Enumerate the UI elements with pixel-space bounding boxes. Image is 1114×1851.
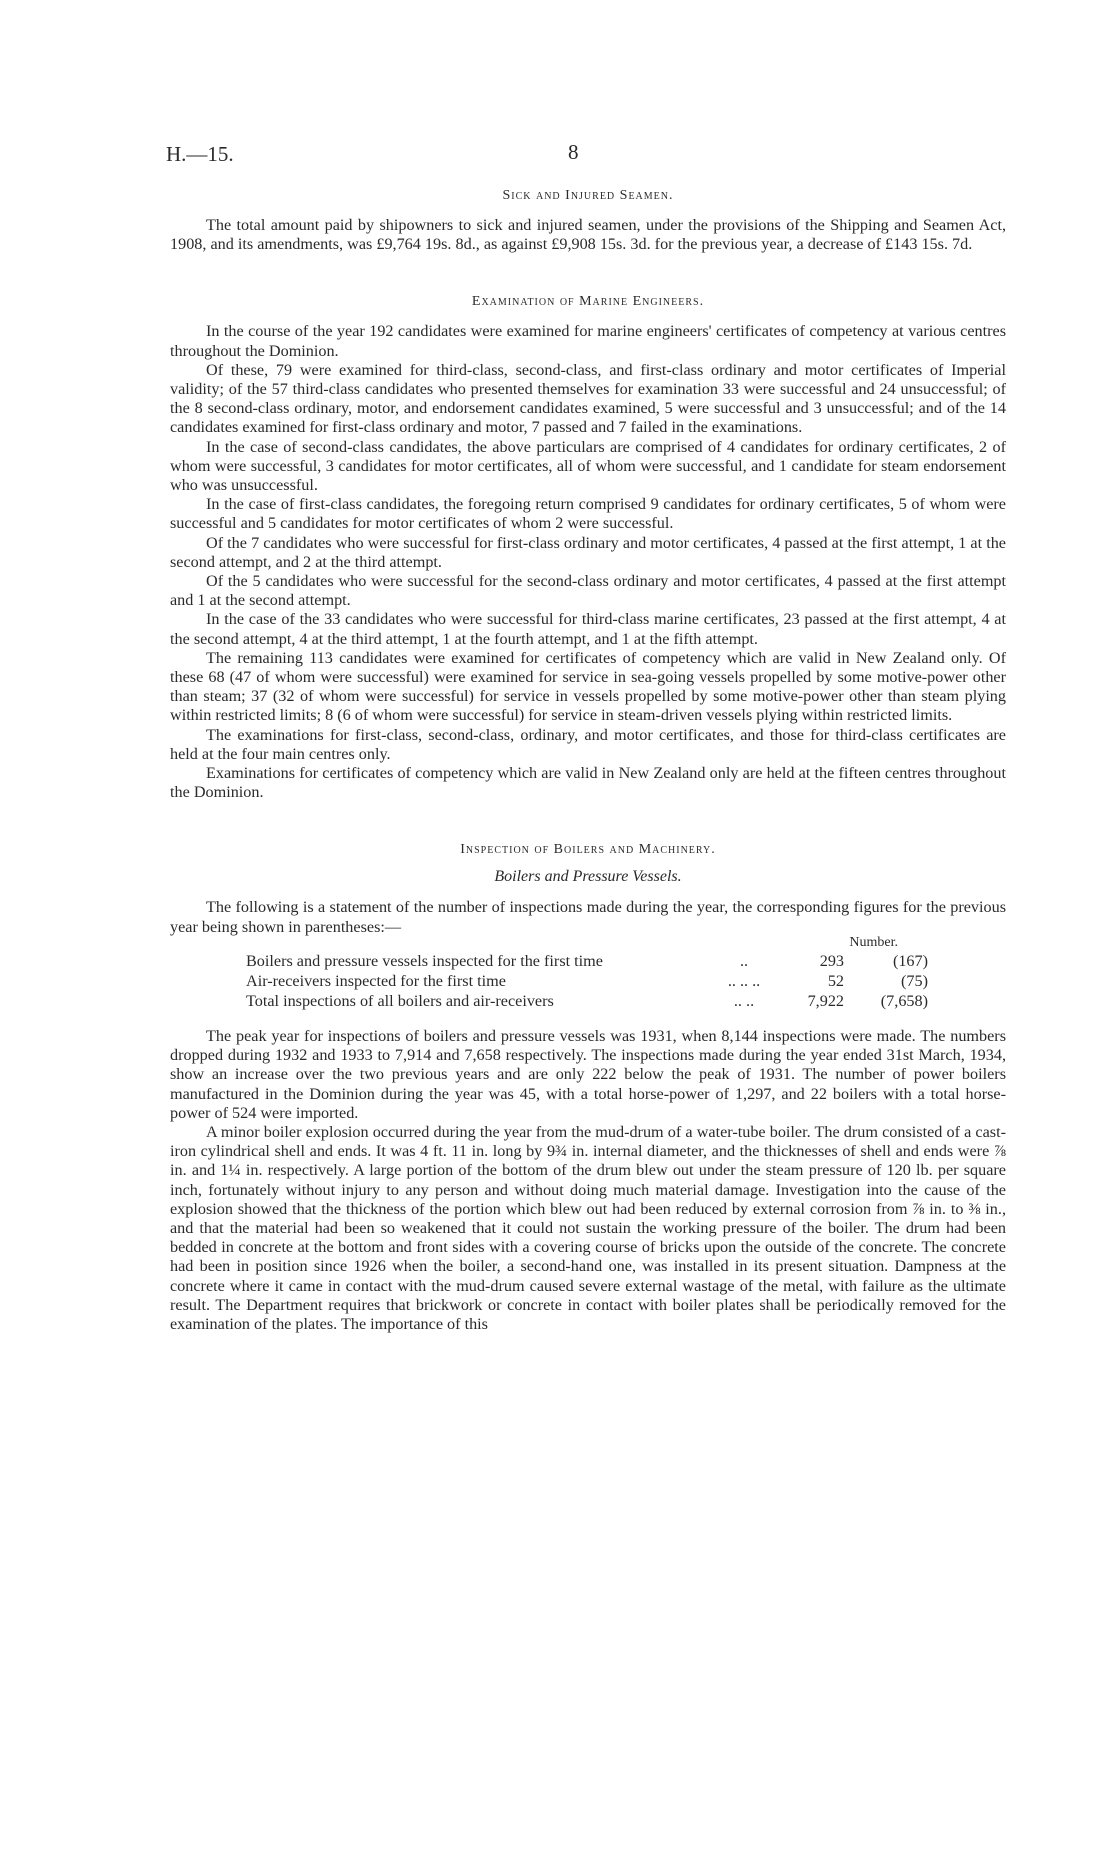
paragraph: A minor boiler explosion occurred during the year from the mud-drum of a water-tube boiler. The drum consisted of a cast-iron cylindrical shell and ends. It was 4 ft. 11 in. long by 9¾ in. internal diameter, and the thicknesses of shell and ends were ⅞ in. and 1¼ in. respectively. A large portion of the bottom of the drum blew out under the steam pressure of 120 lb. per square inch, fortunately without injury to any person and without doing much material damage. Investigation into the cause of the explosion showed that the thickness of the portion which blew out had been reduced by external corrosion from ⅞ in. to ⅜ in., and that the material had been so weakened that it could not sustain the working pressure of the boiler. The drum had been bedded in concrete at the bottom and front sides with a covering course of bricks upon the outside of the concrete. The concrete had been in position since 1926 when the boiler, a second-hand one, was installed in its present situation. Dampness at the concrete where it came in contact with the mud-drum caused severe external wastage of the metal, with failure as the ultimate result. The Department requires that brickwork or concrete in contact with boiler plates shall be periodically removed for the examination of the plates. The importance of this: [170, 1122, 1006, 1333]
subsection-title-pressure-vessels: Boilers and Pressure Vessels.: [494, 868, 682, 886]
leader-dots: .. .. ..: [727, 971, 761, 990]
page-number: 8: [568, 140, 579, 164]
table-column-header: Number.: [849, 934, 898, 950]
paragraph: Of the 5 candidates who were successful for the second-class ordinary and motor certificates, 4 passed at the first attempt and 1 at the second attempt.: [170, 572, 1006, 610]
paragraph: In the case of second-class candidates, the above particulars are comprised of 4 candidates for ordinary certificates, 2 of whom were successful, 3 candidates for motor certificates, all of whom were successful, and 1 candidate for steam endorsement who was unsuccessful.: [170, 437, 1006, 495]
row-label: Boilers and pressure vessels inspected for the first time: [246, 951, 603, 970]
row-previous-value: (7,658): [880, 991, 928, 1010]
row-label: Total inspections of all boilers and air-receivers: [246, 991, 554, 1010]
paragraph: In the case of first-class candidates, the foregoing return comprised 9 candidates for ordinary certificates, 5 of whom were successful and 5 candidates for motor certificates of whom 2 were successful.: [170, 495, 1006, 533]
paragraph: Of the 7 candidates who were successful for first-class ordinary and motor certificates, 4 passed at the first attempt, 1 at the second attempt, and 2 at the third attempt.: [170, 533, 1006, 571]
row-label: Air-receivers inspected for the first time: [246, 971, 506, 990]
paragraph: The remaining 113 candidates were examined for certificates of competency which are valid in New Zealand only. Of these 68 (47 of whom were successful) were examined for service in sea-going vessels propelled by some motive-power other than steam; 37 (32 of whom were successful) for service in vessels propelled by some motive-power other than steam plying within restricted limits; 8 (6 of whom were successful) for service in steam-driven vessels plying within restricted limits.: [170, 648, 1006, 725]
table-row: [246, 991, 928, 1011]
paragraph: In the course of the year 192 candidates were examined for marine engineers' certificates of competency at various centres throughout the Dominion.: [170, 322, 1006, 360]
document-reference: H.—15.: [166, 142, 234, 166]
paragraph: The total amount paid by shipowners to sick and injured seamen, under the provisions of the Shipping and Seamen Act, 1908, and its amendments, was £9,764 19s. 8d., as against £9,908 15s. 3d. for the previous year, a decrease of £143 15s. 7d.: [170, 216, 1006, 254]
paragraph: Of these, 79 were examined for third-class, second-class, and first-class ordinary and motor certificates of Imperial validity; of the 57 third-class candidates who presented themselves for examination 33 were successful and 24 unsuccessful; of the 8 second-class ordinary, motor, and endorsement candidates examined, 5 were successful and 3 unsuccessful; and of the 14 candidates examined for first-class ordinary and motor, 7 passed and 7 failed in the examinations.: [170, 360, 1006, 437]
paragraph: The peak year for inspections of boilers and pressure vessels was 1931, when 8,144 inspections were made. The numbers dropped during 1932 and 1933 to 7,914 and 7,658 respectively. The inspections made during the year ended 31st March, 1934, show an increase over the two previous years and are only 222 below the peak of 1931. The number of power boilers manufactured in the Dominion during the year was 45, with a total horse-power of 1,297, and 22 boilers with a total horse-power of 524 were imported.: [170, 1026, 1006, 1122]
paragraph: Examinations for certificates of competency which are valid in New Zealand only are held at the fifteen centres throughout the Dominion.: [170, 764, 1006, 802]
leader-dots: .. ..: [733, 991, 755, 1010]
row-value: 52: [827, 971, 844, 990]
paragraph: The examinations for first-class, second-class, ordinary, and motor certificates, and those for third-class certificates are held at the four main centres only.: [170, 725, 1006, 763]
section-title-marine-engineers: Examination of Marine Engineers.: [471, 294, 705, 310]
section-title-sick-seamen: Sick and Injured Seamen.: [502, 188, 674, 203]
table-row: [246, 951, 928, 971]
table-row: [246, 971, 928, 991]
row-value: 293: [819, 951, 844, 970]
section-title-boilers-machinery: Inspection of Boilers and Machinery.: [460, 842, 716, 858]
page-content: [170, 188, 1006, 1334]
row-value: 7,922: [807, 991, 844, 1010]
paragraph: The following is a statement of the number of inspections made during the year, the corresponding figures for the previous year being shown in parentheses:—: [170, 898, 1006, 936]
inspection-statistics-table: [246, 951, 928, 1011]
paragraph: In the case of the 33 candidates who were successful for third-class marine certificates, 23 passed at the first attempt, 4 at the second attempt, 4 at the third attempt, 1 at the fourth attempt, and 1 at the fifth attempt.: [170, 610, 1006, 648]
row-previous-value: (75): [901, 971, 928, 990]
row-previous-value: (167): [892, 951, 928, 970]
leader-dots: ..: [739, 951, 749, 970]
